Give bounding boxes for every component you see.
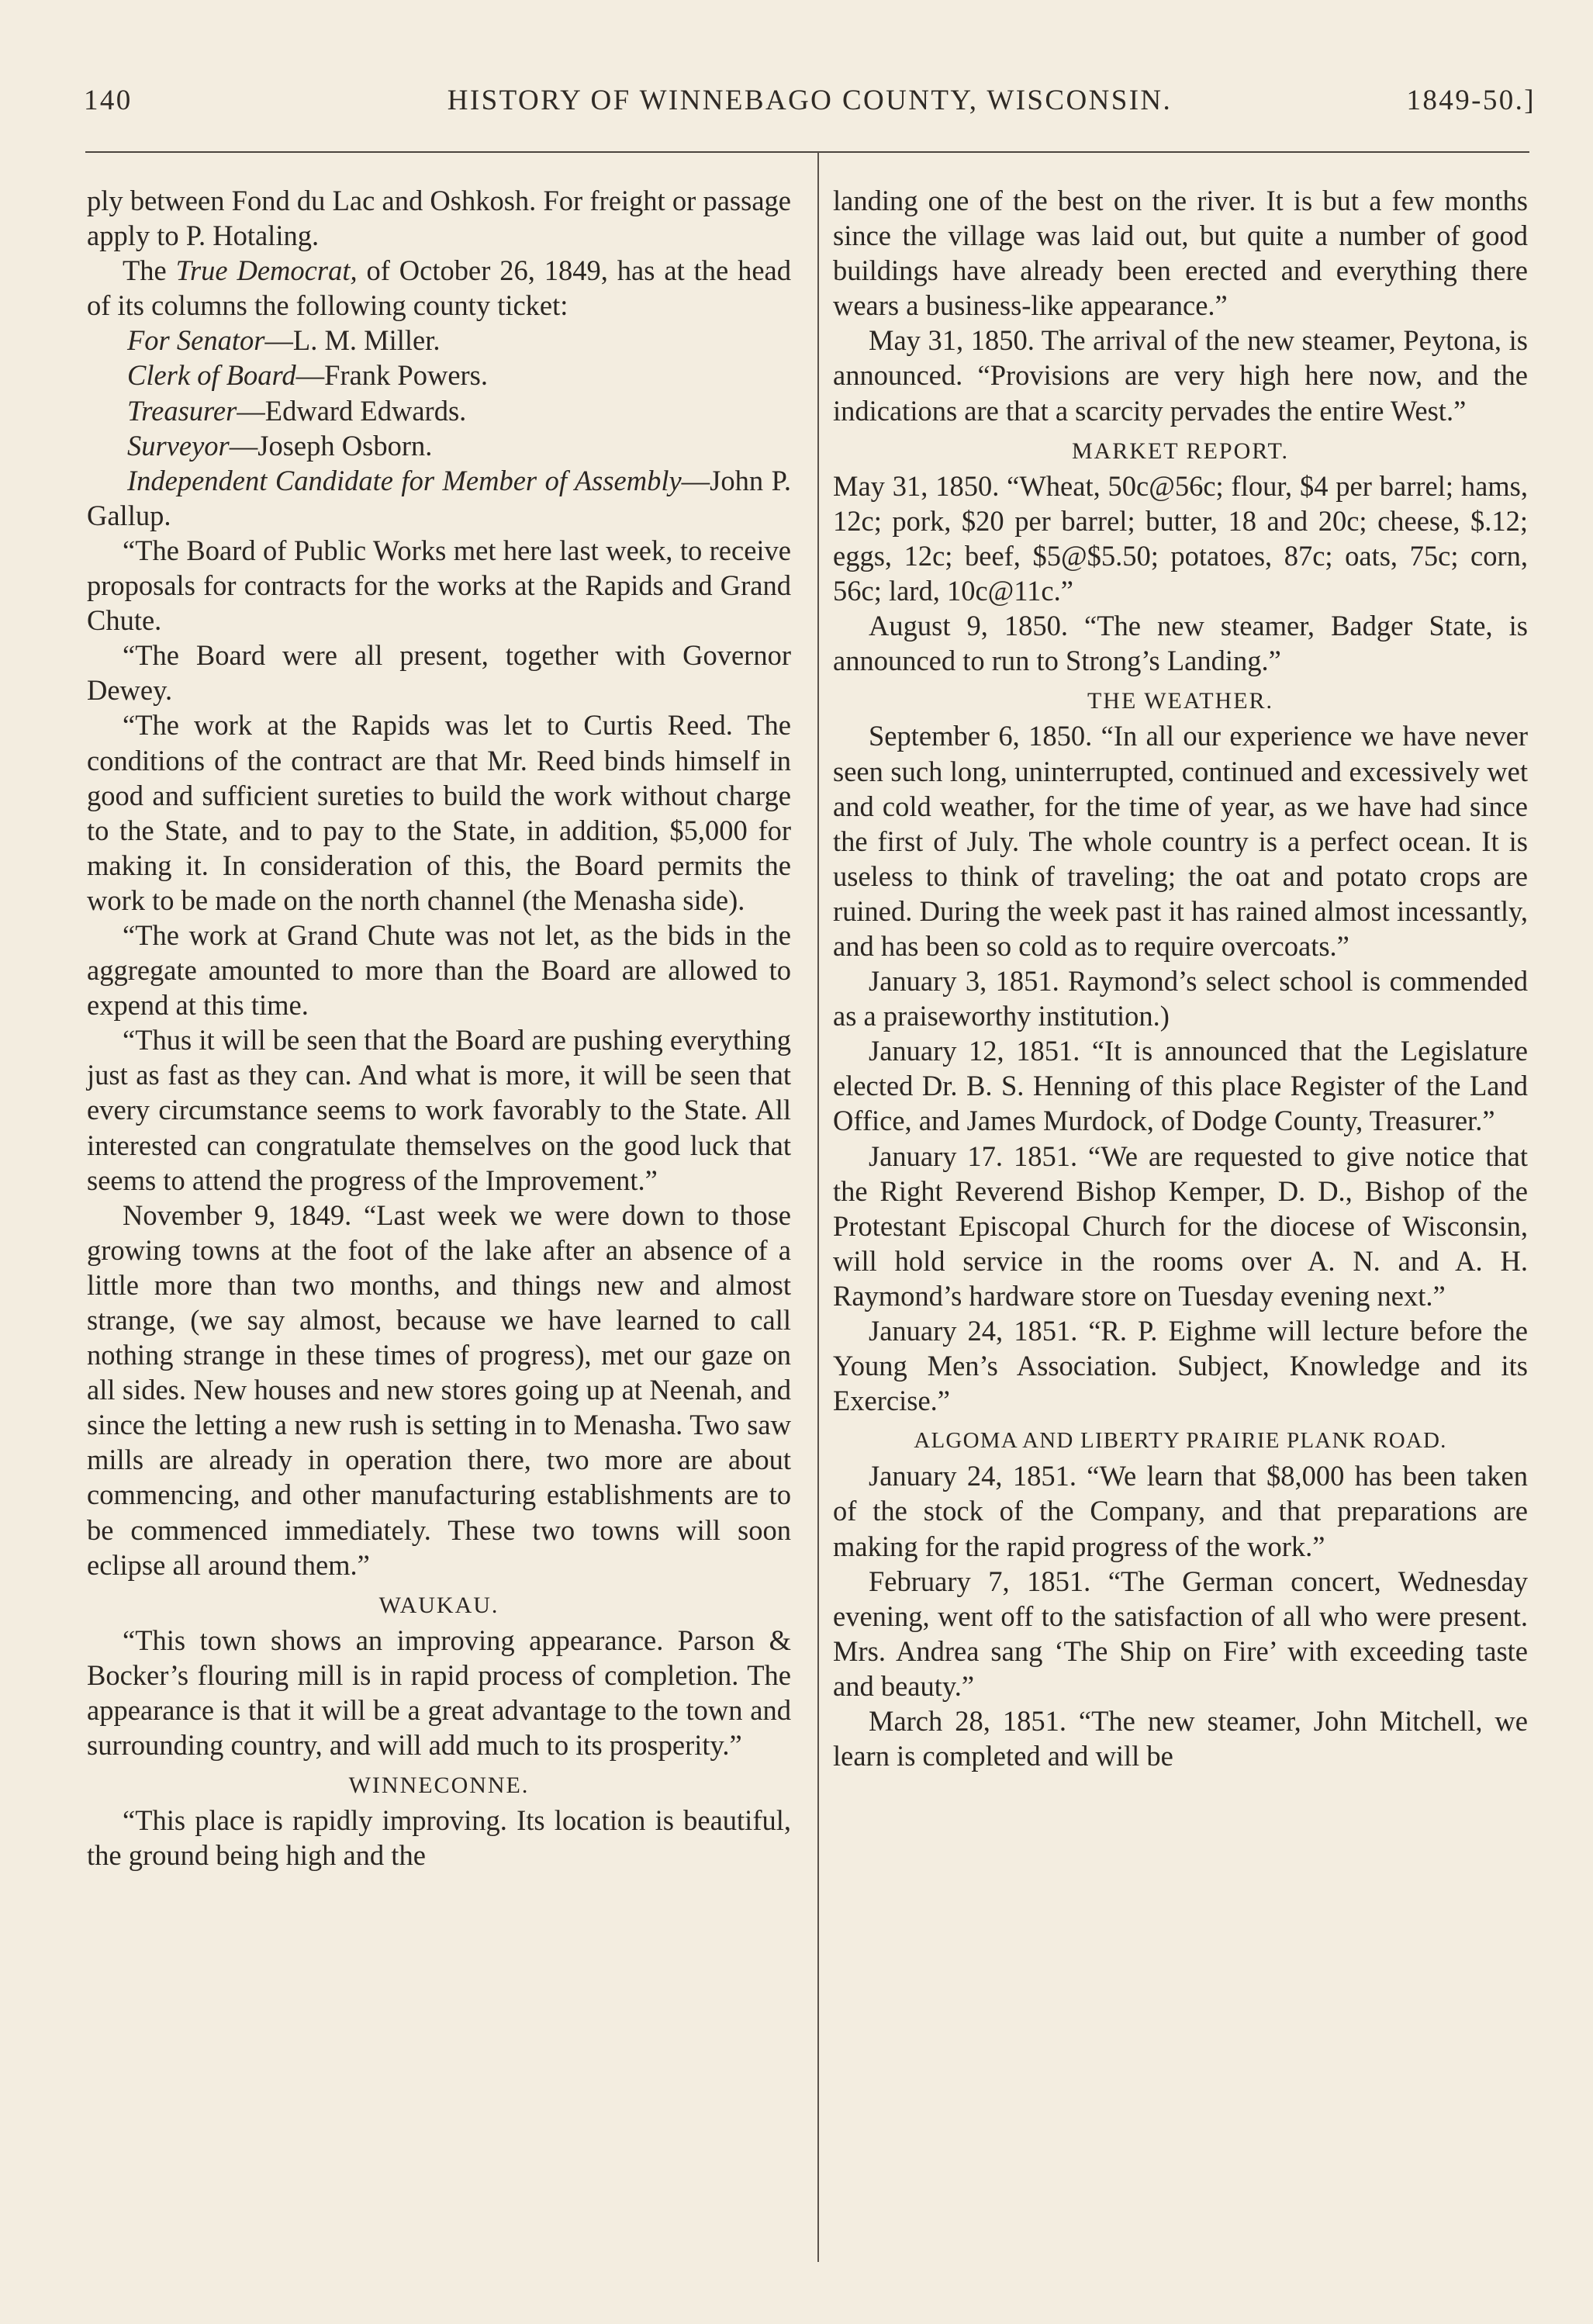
column-divider xyxy=(817,152,819,2262)
right-column xyxy=(833,183,1528,1773)
ticket-line xyxy=(87,323,791,358)
paragraph: January 24, 1851. “We learn that $8,000 has been taken of the stock of the Company, and that preparations are making for the rapid progress of the work.” xyxy=(833,1460,1528,1562)
section-heading-plank-road: ALGOMA AND LIBERTY PRAIRIE PLANK ROAD. xyxy=(914,1428,1447,1454)
ticket-candidate: —Edward Edwards. xyxy=(237,394,467,427)
running-title: HISTORY OF WINNEBAGO COUNTY, WISCONSIN. xyxy=(447,85,1173,116)
paragraph: August 9, 1850. “The new steamer, Badger State, is announced to run to Strong’s Landing.” xyxy=(833,610,1528,677)
page-number: 140 xyxy=(84,85,133,116)
ticket-office: Treasurer xyxy=(127,394,237,427)
paragraph: “This town shows an improving appearance. Parson & Bocker’s flouring mill is in rapid process of completion. The appearance is that it will be a great advantage to the town and surrounding country, and will add much to its prosperity.” xyxy=(87,1624,791,1762)
paragraph: May 31, 1850. The arrival of the new steamer, Peytona, is announced. “Provisions are very high here now, and the indications are that a scarcity pervades the entire West.” xyxy=(833,324,1528,427)
newspaper-name: True Democrat, xyxy=(175,254,358,287)
paragraph: “The work at Grand Chute was not let, as the bids in the aggregate amounted to more than the Board are allowed to expend at this time. xyxy=(87,918,791,1022)
ticket-office: Independent Candidate for Member of Assembly xyxy=(127,464,682,496)
paragraph: “Thus it will be seen that the Board are pushing everything just as fast as they can. And what is more, it will be seen that every circumstance seems to work favorably to the State. All interested can congratulate themselves on the good luck that seems to attend the progress of the Improvement.” xyxy=(87,1024,791,1196)
paragraph: May 31, 1850. “Wheat, 50c@56c; flour, $4 per barrel; hams, 12c; pork, $20 per barrel; butter, 18 and 20c; cheese, $.12; eggs, 12c; beef, $5@$5.50; potatoes, 87c; oats, 75c; corn, 56c; lard, 10c@11c.” xyxy=(833,469,1528,607)
running-years: 1849-50.] xyxy=(1406,85,1536,116)
header-rule xyxy=(85,151,1529,153)
ticket-candidate: —L. M. Miller. xyxy=(264,324,441,357)
ticket-candidate: —John P. Gallup. xyxy=(87,464,791,531)
section-heading-weather: THE WEATHER. xyxy=(1087,688,1274,714)
text-run: The xyxy=(123,254,176,287)
paragraph: “The Board of Public Works met here last week, to receive proposals for contracts for the works at the Rapids and Grand Chute. xyxy=(87,534,791,637)
ticket-candidate: —Joseph Osborn. xyxy=(229,429,433,462)
paragraph: January 3, 1851. Raymond’s select school is commended as a praiseworthy institution.) xyxy=(833,965,1528,1032)
left-column xyxy=(87,183,791,1873)
paragraph: September 6, 1850. “In all our experience we have never seen such long, uninterrupted, continued and excessively wet and cold weather, for the time of year, as we have had since the first of July. The whole country is a perfect ocean. It is useless to think of traveling; the oat and potato crops are ruined. During the week past it has rained almost incessantly, and has been so cold as to require overcoats.” xyxy=(833,720,1528,962)
section-heading-waukau: WAUKAU. xyxy=(378,1592,499,1618)
section-heading-market-report: MARKET REPORT. xyxy=(1071,437,1290,464)
paragraph: “This place is rapidly improving. Its location is beautiful, the ground being high and the xyxy=(87,1804,791,1872)
paragraph: November 9, 1849. “Last week we were down to those growing towns at the foot of the lake after an absence of a little more than two months, and things new and almost strange, (we say almost, because we have learned to call nothing strange in these times of progress), met our gaze on all sides. New houses and new stores going up at Neenah, and since the letting a new rush is setting in to Menasha. Two saw mills are already in operation there, two more are about commencing, and other manufacturing establishments are to be commenced immediately. These two towns will soon eclipse all around them.” xyxy=(87,1198,791,1581)
running-header xyxy=(84,78,1536,121)
paragraph: March 28, 1851. “The new steamer, John Mitchell, we learn is completed and will be xyxy=(833,1705,1528,1772)
ticket-candidate: —Frank Powers. xyxy=(295,359,489,392)
paragraph: February 7, 1851. “The German concert, Wednesday evening, went off to the satisfaction of all who were present. Mrs. Andrea sang ‘The Ship on Fire’ with exceeding taste and beauty.” xyxy=(833,1565,1528,1702)
text-run: of October 26, 1849, has at the head of its columns the following county ticket: xyxy=(87,254,792,322)
paragraph: “The Board were all present, together with Governor Dewey. xyxy=(87,639,791,707)
paragraph: landing one of the best on the river. It is but a few months since the village was laid out, but quite a number of good buildings have already been erected and everything there wears a business-like appearance.” xyxy=(833,185,1528,322)
ticket-office: Clerk of Board xyxy=(127,359,296,392)
paragraph: January 24, 1851. “R. P. Eighme will lecture before the Young Men’s Association. Subject, Knowledge and its Exercise.” xyxy=(833,1315,1528,1417)
paragraph: January 17. 1851. “We are requested to give notice that the Right Reverend Bishop Kemper, D. D., Bishop of the Protestant Episcopal Church for the diocese of Wisconsin, will hold service in the rooms over A. N. and A. H. Raymond’s hardware store on Tuesday evening next.” xyxy=(833,1140,1528,1312)
ticket-line xyxy=(87,358,791,393)
paragraph xyxy=(87,253,791,323)
ticket-line xyxy=(87,428,791,463)
ticket-office: Surveyor xyxy=(127,429,230,462)
paragraph: ply between Fond du Lac and Oshkosh. For freight or passage apply to P. Hotaling. xyxy=(87,185,791,252)
ticket-line xyxy=(87,463,791,533)
ticket-office: For Senator xyxy=(127,324,265,357)
ticket-line xyxy=(87,393,791,428)
section-heading-winneconne: WINNECONNE. xyxy=(348,1772,530,1799)
paragraph: “The work at the Rapids was let to Curtis Reed. The conditions of the contract are that Mr. Reed binds himself in good and sufficient sureties to build the work without charge to the State, and to pay to the State, in addition, $5,000 for making it. In consideration of this, the Board permits the work to be made on the north channel (the Menasha side). xyxy=(87,709,791,916)
paragraph: January 12, 1851. “It is announced that the Legislature elected Dr. B. S. Henning of this place Register of the Land Office, and James Murdock, of Dodge County, Treasurer.” xyxy=(833,1035,1528,1137)
